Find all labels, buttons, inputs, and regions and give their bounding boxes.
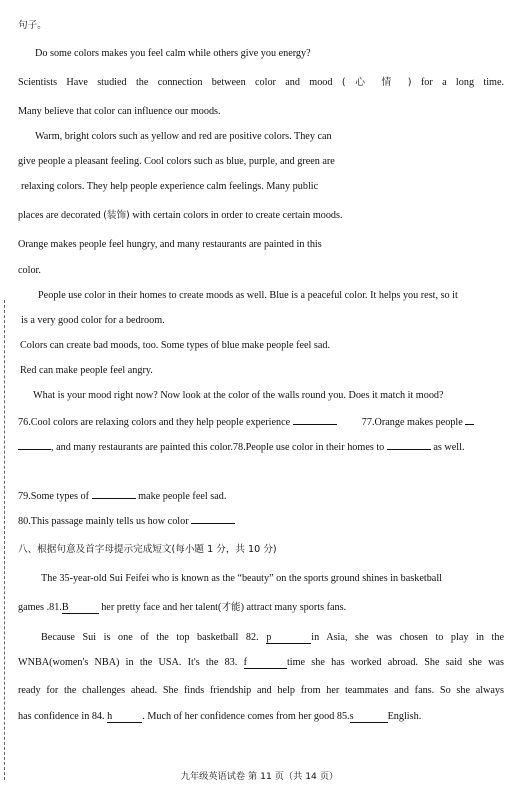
- blank-82[interactable]: p: [266, 632, 311, 644]
- cloze-line: ready for the challenges ahead. She finds friendship and help from her teammates and fans. So she always: [18, 685, 504, 696]
- answer-blank-80[interactable]: [191, 513, 235, 524]
- question-79: 79.Some types of make people feel sad.: [18, 488, 504, 503]
- question-76-77: 76.Cool colors are relaxing colors and they help people experience 77.Orange makes people: [18, 414, 504, 429]
- section-8-title: 八、根据句意及首字母提示完成短文(每小题 1 分，共 10 分): [18, 544, 277, 555]
- passage-line: Orange makes people feel hungry, and many restaurants are painted in this: [18, 239, 322, 250]
- passage-line: Red can make people feel angry.: [20, 365, 153, 376]
- blank-85[interactable]: s: [350, 711, 388, 723]
- passage-line: give people a pleasant feeling. Cool colors such as blue, purple, and green are: [18, 156, 335, 167]
- answer-blank-78[interactable]: [387, 439, 431, 450]
- question-77-78: , and many restaurants are painted this color.78.People use color in their homes to as well.: [18, 439, 504, 454]
- passage-line: is a very good color for a bedroom.: [21, 315, 165, 326]
- passage-line: color.: [18, 265, 41, 276]
- page-footer: 九年级英语试卷 第 11 页（共 14 页）: [180, 771, 339, 782]
- passage-line: What is your mood right now? Now look at the color of the walls round you. Does it match it mood?: [33, 390, 444, 401]
- binding-margin-line: [4, 300, 5, 780]
- passage-line: People use color in their homes to create moods as well. Blue is a peaceful color. It helps you rest, so it: [38, 290, 458, 301]
- cloze-line: has confidence in 84. h . Much of her confidence comes from her good 85.s English.: [18, 711, 422, 722]
- cloze-line: WNBA(women's NBA) in the USA. It's the 83. f time she has worked abroad. She said she was: [18, 657, 505, 668]
- blank-81[interactable]: B: [62, 602, 99, 614]
- blank-83[interactable]: f: [244, 657, 287, 669]
- cloze-line: Because Sui is one of the top basketball 82. p in Asia, she was chosen to play in the: [41, 632, 504, 643]
- passage-line: Warm, bright colors such as yellow and red are positive colors. They can: [35, 131, 332, 142]
- blank-84[interactable]: h: [107, 711, 142, 723]
- cloze-line: The 35-year-old Sui Feifei who is known as the “beauty” on the sports ground shines in basketball: [41, 573, 442, 584]
- passage-line: Do some colors makes you feel calm while others give you energy?: [35, 48, 311, 59]
- passage-line: relaxing colors. They help people experience calm feelings. Many public: [21, 181, 319, 192]
- passage-line: Scientists Have studied the connection between color and mood ( 心 情 ) for a long time.: [18, 77, 505, 88]
- answer-blank-76[interactable]: [293, 414, 337, 425]
- cloze-line: games .81.B her pretty face and her talent(才能) attract many sports fans.: [18, 602, 347, 613]
- passage-line: Many believe that color can influence our moods.: [18, 106, 221, 117]
- passage-line: places are decorated (装饰) with certain colors in order to create certain moods.: [18, 210, 343, 221]
- answer-blank-77[interactable]: [465, 414, 474, 425]
- question-80: 80.This passage mainly tells us how color: [18, 513, 504, 528]
- heading: 句子。: [18, 20, 47, 31]
- answer-blank-77-cont[interactable]: [18, 439, 51, 450]
- passage-line: Colors can create bad moods, too. Some types of blue make people feel sad.: [20, 340, 331, 351]
- answer-blank-79[interactable]: [92, 488, 136, 499]
